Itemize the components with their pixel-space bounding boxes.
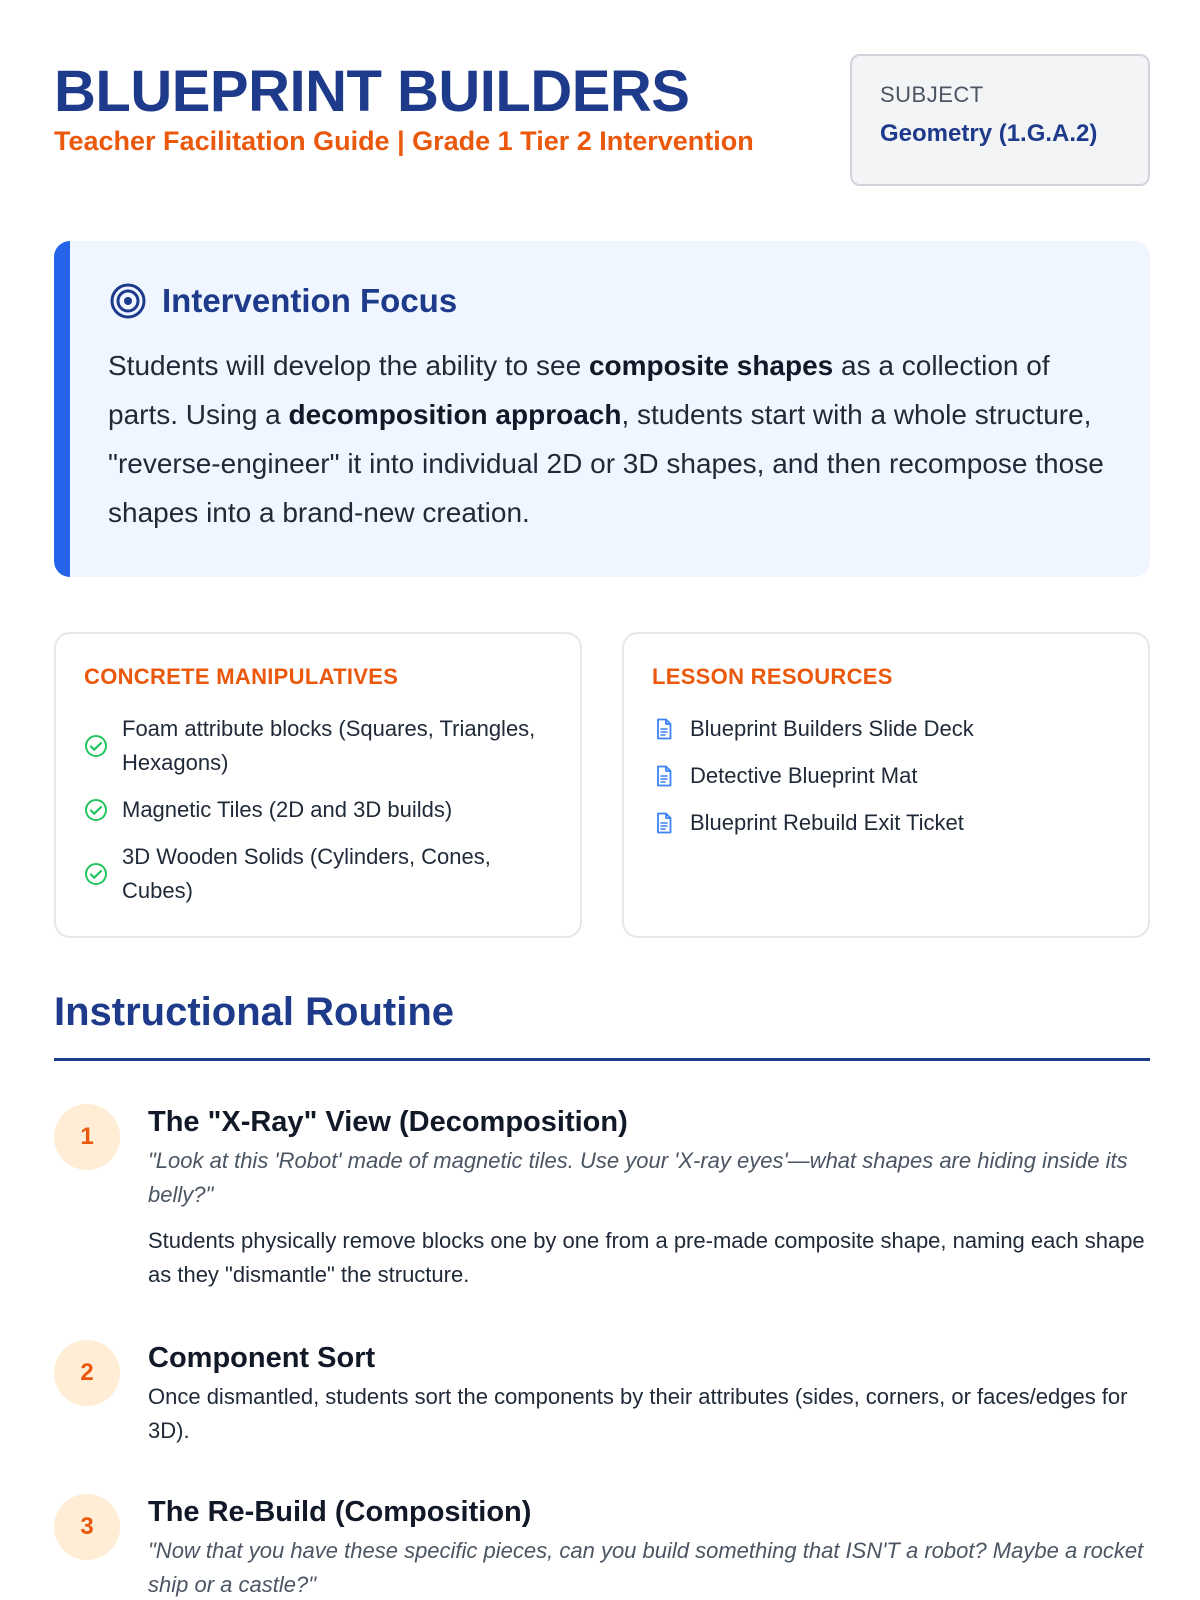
check-circle-icon: [84, 862, 108, 886]
focus-body: Students will develop the ability to see composite shapes as a collection of parts. Using a decomposition approach, students start with a whole structure, "reverse-engineer" it into individual 2D or 3D shapes, and then recompose those shapes into a brand-new creation.: [108, 350, 1104, 528]
step-title: The Re-Build (Composition): [148, 1496, 532, 1528]
resource-label: Blueprint Rebuild Exit Ticket: [690, 810, 964, 835]
focus-emphasis-decomposition: decomposition approach: [288, 399, 622, 430]
step-title: The "X-Ray" View (Decomposition): [148, 1106, 628, 1138]
resource-item[interactable]: [652, 759, 1120, 793]
check-circle-icon: [84, 798, 108, 822]
page-subtitle: Teacher Facilitation Guide | Grade 1 Tier 2 Intervention: [54, 126, 754, 156]
resource-label: Detective Blueprint Mat: [690, 763, 918, 788]
manipulative-label: Magnetic Tiles (2D and 3D builds): [122, 797, 453, 822]
routine-heading: Instructional Routine: [54, 990, 454, 1034]
step-quote: "Look at this 'Robot' made of magnetic tiles. Use your 'X-ray eyes'—what shapes are hiding inside its belly?": [148, 1148, 1128, 1207]
focus-emphasis-composite: composite shapes: [588, 350, 834, 381]
focus-header: [108, 281, 1110, 321]
document-icon: [652, 811, 676, 835]
resource-label: Blueprint Builders Slide Deck: [690, 716, 974, 741]
step-number-badge: 3: [54, 1494, 120, 1560]
step-description: Once dismantled, students sort the components by their attributes (sides, corners, or faces/edges for 3D).: [148, 1384, 1128, 1443]
resources-card: [622, 632, 1150, 938]
subject-value: Geometry (1.G.A.2): [880, 120, 1098, 147]
step-title: Component Sort: [148, 1342, 376, 1374]
subject-box: [850, 54, 1150, 186]
resource-item[interactable]: [652, 712, 1120, 746]
step-number-badge: 1: [54, 1104, 120, 1170]
target-icon: [108, 281, 148, 321]
manipulatives-list: [84, 712, 552, 908]
list-item: [84, 840, 552, 908]
list-item: [84, 793, 552, 827]
document-icon: [652, 717, 676, 741]
page-header: [54, 50, 1150, 190]
resources-list: [652, 712, 1120, 840]
resource-item[interactable]: [652, 806, 1120, 840]
step-content: [148, 1494, 1150, 1600]
check-circle-icon: [84, 734, 108, 758]
step-content: [148, 1340, 1150, 1448]
subject-label: SUBJECT: [880, 82, 984, 107]
page-title: BLUEPRINT BUILDERS: [54, 59, 690, 124]
manipulative-label: 3D Wooden Solids (Cylinders, Cones, Cubes): [122, 844, 491, 903]
step-number-badge: 2: [54, 1340, 120, 1406]
manipulative-label: Foam attribute blocks (Squares, Triangles, Hexagons): [122, 716, 536, 775]
step-quote: "Now that you have these specific pieces, can you build something that ISN'T a robot? Maybe a rocket ship or a castle?": [148, 1538, 1144, 1597]
intervention-focus-panel: [54, 241, 1150, 577]
step-content: [148, 1104, 1150, 1292]
resources-title: LESSON RESOURCES: [652, 664, 893, 689]
manipulatives-card: [54, 632, 582, 938]
routine-divider: [54, 1058, 1150, 1061]
document-icon: [652, 764, 676, 788]
step-description: Students physically remove blocks one by one from a pre-made composite shape, naming each shape as they "dismantle" the structure.: [148, 1228, 1145, 1287]
focus-title: Intervention Focus: [162, 282, 458, 319]
manipulatives-title: CONCRETE MANIPULATIVES: [84, 664, 399, 689]
list-item: [84, 712, 552, 780]
